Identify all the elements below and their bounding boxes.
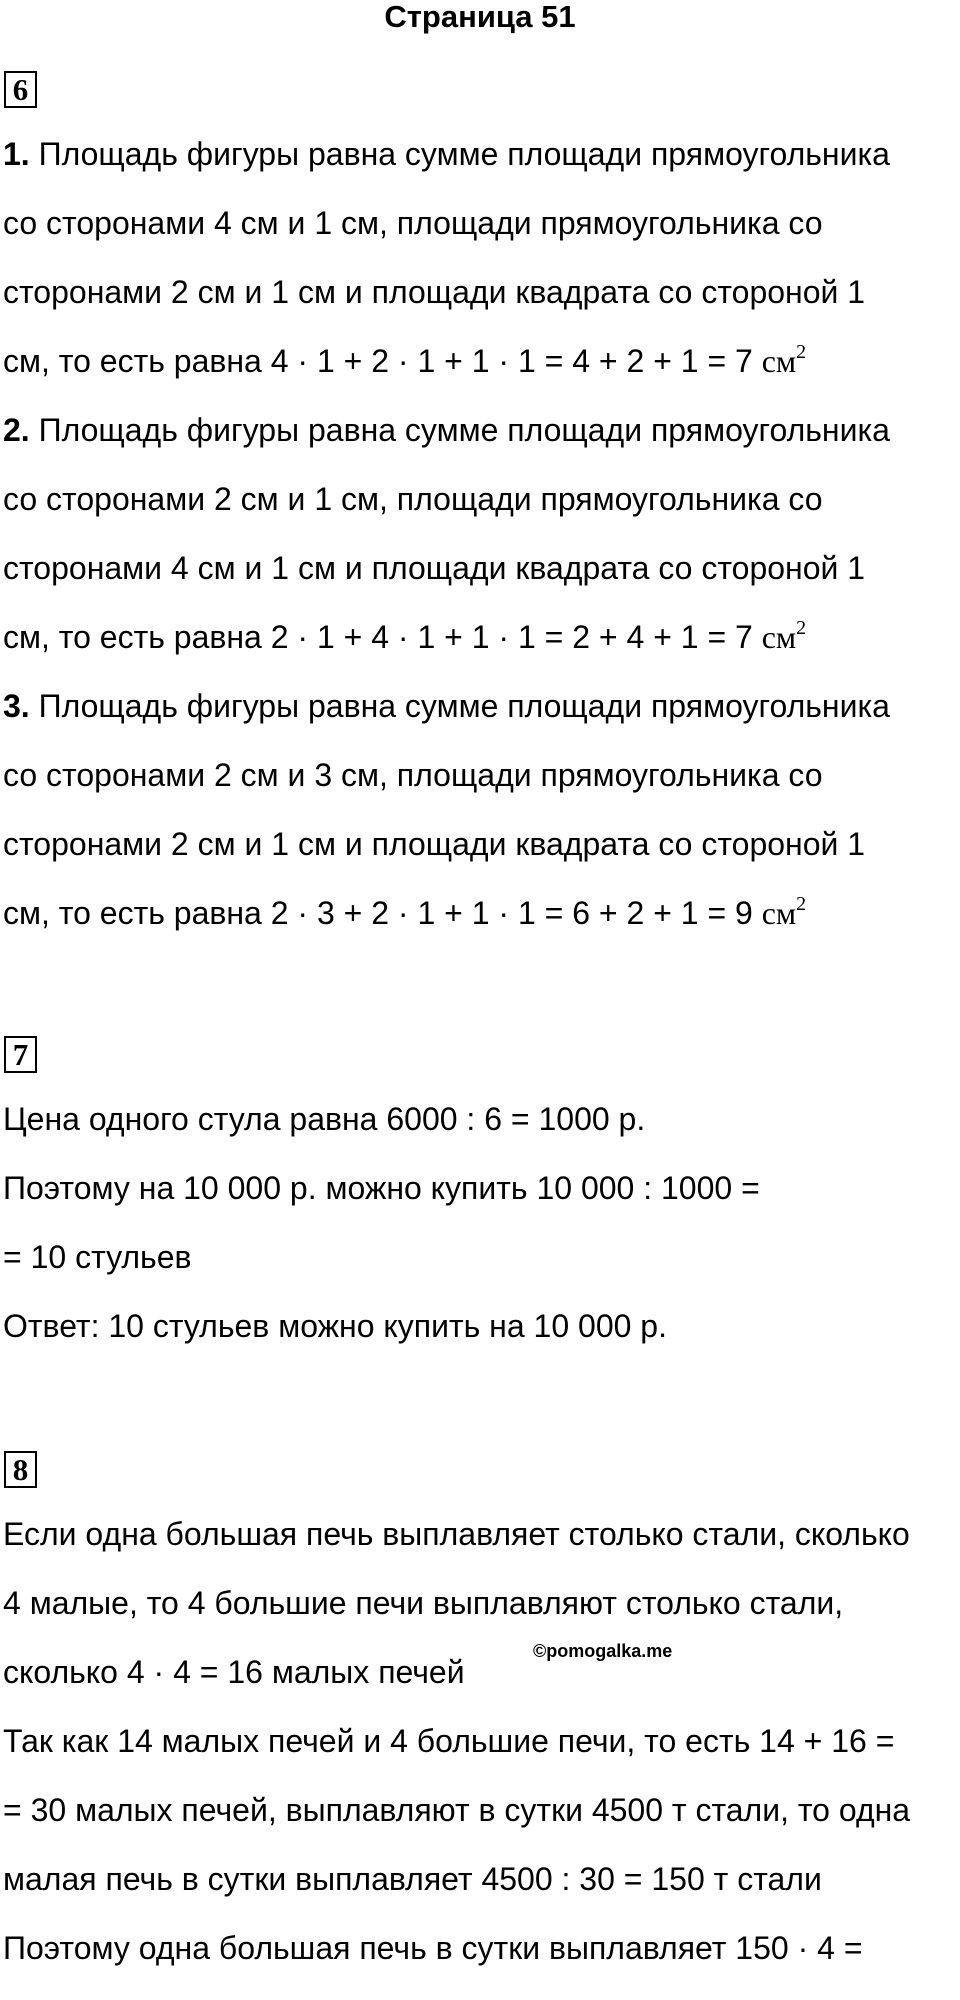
text: Площадь фигуры равна сумме площади прямоугольника [29,412,890,448]
task6-item1-line4 [3,341,806,381]
area-unit [762,619,806,655]
unit-power: 2 [796,893,807,915]
task8-line4: Так как 14 малых печей и 4 большие печи, то есть 14 + 16 = [3,1723,895,1759]
task-number-8: 8 [4,1451,37,1488]
task6-item1-line2: со сторонами 4 см и 1 см, площади прямоугольника со [3,205,823,241]
task-number-6: 6 [4,71,37,108]
area-unit [762,343,806,379]
text: Площадь фигуры равна сумме площади прямоугольника [29,136,890,172]
task6-item3-line4 [3,893,806,933]
task6-item2-line3: сторонами 4 см и 1 см и площади квадрата со стороной 1 [3,550,866,586]
task6-item2-line2: со сторонами 2 см и 1 см, площади прямоугольника со [3,481,823,517]
task6-item1-line1 [3,134,890,174]
task8-line5: = 30 малых печей, выплавляют в сутки 4500 т стали, то одна [3,1792,911,1828]
task6-item1-line3: сторонами 2 см и 1 см и площади квадрата со стороной 1 [3,274,866,310]
watermark: ©pomogalka.me [533,1641,673,1661]
text: см, то есть равна 4 · 1 + 2 · 1 + 1 · 1 = 4 + 2 + 1 = 7 [3,343,762,379]
task8-line3: сколько 4 · 4 = 16 малых печей [3,1654,465,1690]
area-unit [762,895,806,931]
item-label: 2. [3,412,30,448]
unit-power: 2 [796,341,807,363]
task6-item2-line1 [3,410,890,450]
text: Площадь фигуры равна сумме площади прямоугольника [29,688,890,724]
unit-text: см [761,895,797,931]
page-title: Страница 51 [384,0,576,34]
task6-item3-line2: со сторонами 2 см и 3 см, площади прямоугольника со [3,757,823,793]
text: см, то есть равна 2 · 3 + 2 · 1 + 1 · 1 = 6 + 2 + 1 = 9 [3,895,762,931]
task8-line2: 4 малые, то 4 большие печи выплавляют столько стали, [3,1585,844,1621]
task6-item3-line1 [3,686,890,726]
unit-power: 2 [796,617,807,639]
task8-line6: малая печь в сутки выплавляет 4500 : 30 = 150 т стали [3,1861,822,1897]
task7-line2: Поэтому на 10 000 р. можно купить 10 000 : 1000 = [3,1170,760,1206]
unit-text: см [761,343,797,379]
task6-item3-line3: сторонами 2 см и 1 см и площади квадрата со стороной 1 [3,826,866,862]
unit-text: см [761,619,797,655]
task7-line4: Ответ: 10 стульев можно купить на 10 000 р. [3,1308,667,1344]
item-label: 3. [3,688,30,724]
task-number-7: 7 [4,1036,37,1073]
item-label: 1. [3,136,30,172]
task8-line1: Если одна большая печь выплавляет столько стали, сколько [3,1516,910,1552]
task6-item2-line4 [3,617,806,657]
task7-line1: Цена одного стула равна 6000 : 6 = 1000 р. [3,1101,646,1137]
task8-line7: Поэтому одна большая печь в сутки выплавляет 150 · 4 = [3,1930,863,1966]
task7-line3: = 10 стульев [3,1239,192,1275]
text: см, то есть равна 2 · 1 + 4 · 1 + 1 · 1 = 2 + 4 + 1 = 7 [3,619,762,655]
